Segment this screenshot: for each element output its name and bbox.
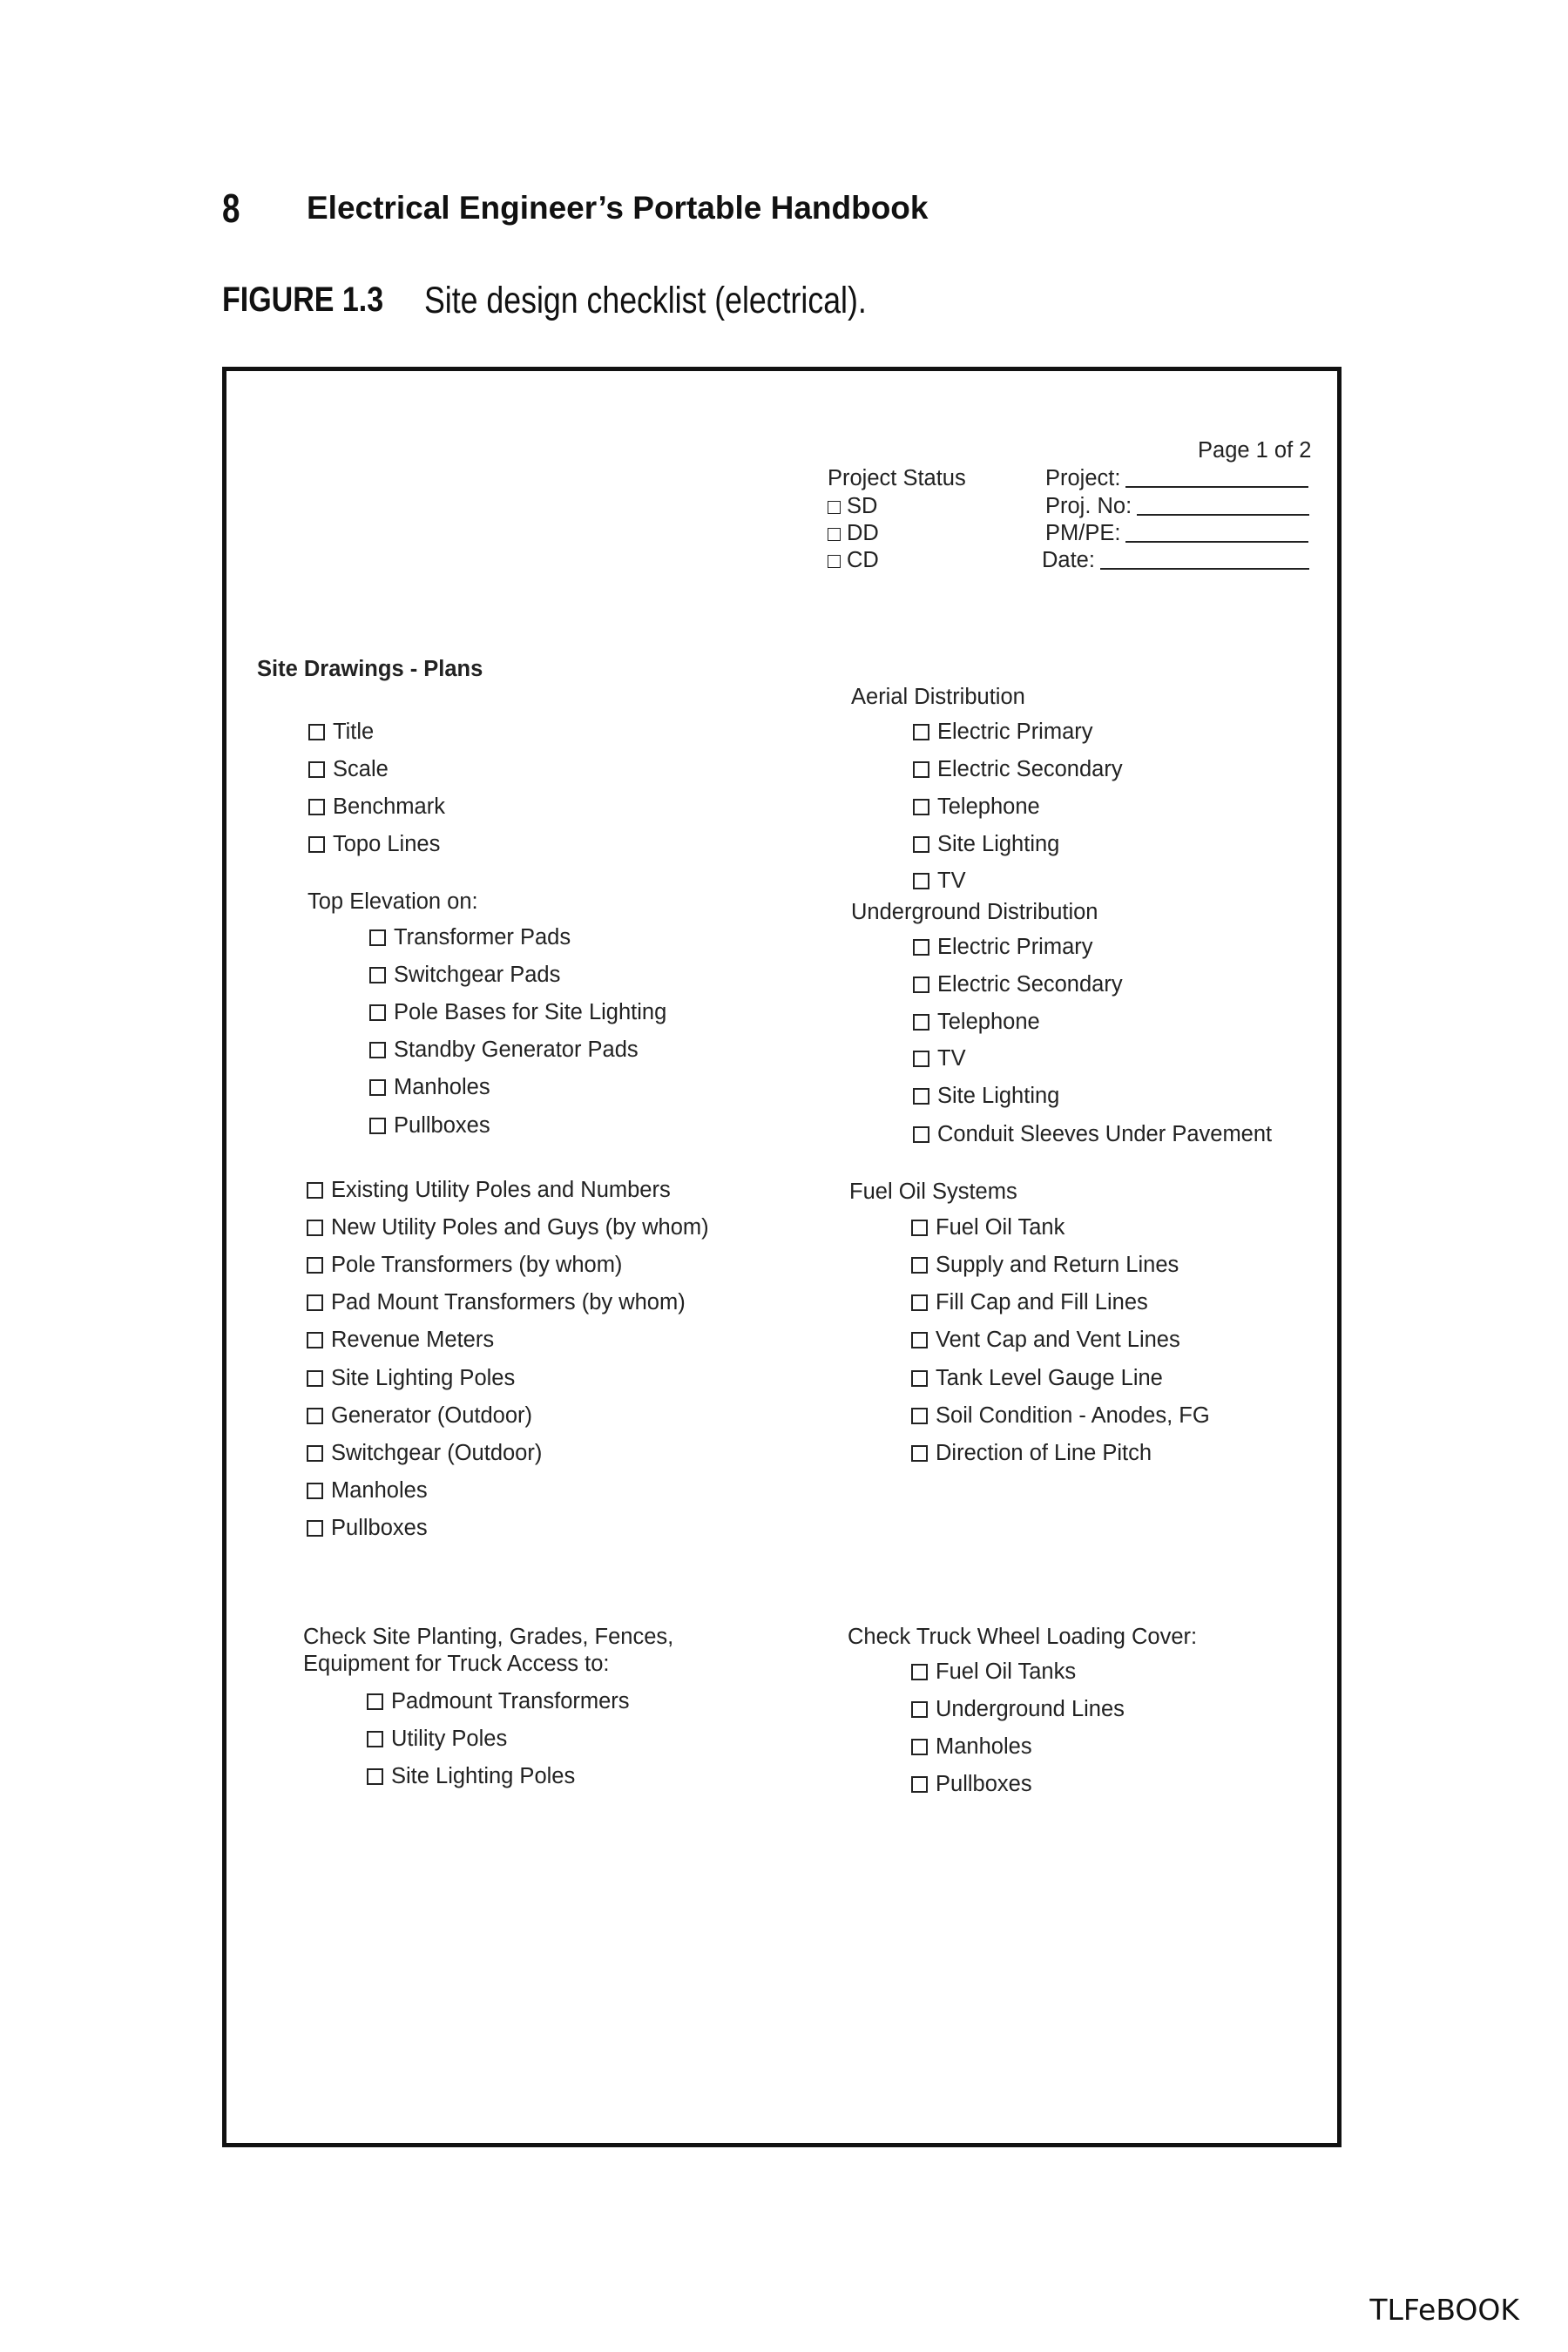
access-label-line1: Check Site Planting, Grades, Fences, (303, 1625, 674, 1649)
checklist-item[interactable]: TV (913, 1046, 966, 1071)
watermark-text: TLFeBOOK (1369, 2293, 1519, 2327)
field-pm-pe[interactable]: PM/PE: (1045, 521, 1308, 546)
checkbox-icon[interactable] (913, 1126, 929, 1143)
checklist-item[interactable]: Pole Transformers (by whom) (307, 1253, 622, 1278)
checkbox-icon[interactable] (911, 1294, 928, 1311)
checkbox-icon[interactable] (307, 1257, 323, 1274)
checklist-item[interactable]: Benchmark (308, 794, 445, 820)
underground-label: Underground Distribution (851, 900, 1098, 924)
checklist-item[interactable]: TV (913, 868, 966, 894)
checkbox-icon[interactable] (307, 1370, 323, 1387)
truck-wheel-label: Check Truck Wheel Loading Cover: (848, 1625, 1198, 1649)
checklist-item[interactable]: Switchgear Pads (369, 963, 560, 988)
checklist-item[interactable]: Conduit Sleeves Under Pavement (913, 1122, 1272, 1147)
checklist-item[interactable]: Manholes (369, 1075, 490, 1100)
checklist-item[interactable]: Telephone (913, 1010, 1040, 1035)
checklist-item[interactable]: Fuel Oil Tank (911, 1215, 1064, 1240)
checklist-item[interactable]: Existing Utility Poles and Numbers (307, 1178, 671, 1203)
checklist-item[interactable]: Manholes (307, 1478, 428, 1504)
access-label-line2: Equipment for Truck Access to: (303, 1652, 610, 1676)
checkbox-icon[interactable] (911, 1445, 928, 1462)
checkbox-icon[interactable] (307, 1332, 323, 1348)
checklist-item[interactable]: Pullboxes (911, 1772, 1032, 1797)
checkbox-icon[interactable] (369, 1004, 386, 1021)
figure-caption: Site design checklist (electrical). (424, 280, 867, 321)
checkbox-icon[interactable] (307, 1483, 323, 1499)
checklist-item[interactable]: Underground Lines (911, 1697, 1125, 1722)
checklist-item[interactable]: Pole Bases for Site Lighting (369, 1000, 666, 1025)
status-option-cd[interactable]: CD (828, 548, 879, 573)
checklist-item[interactable]: Tank Level Gauge Line (911, 1366, 1163, 1391)
checklist-item[interactable]: Topo Lines (308, 832, 440, 857)
checkbox-icon[interactable] (307, 1294, 323, 1311)
checkbox-icon[interactable] (307, 1445, 323, 1462)
checklist-item[interactable]: Transformer Pads (369, 925, 571, 950)
date-input-line[interactable] (1100, 568, 1309, 570)
checklist-item[interactable]: Standby Generator Pads (369, 1037, 639, 1063)
checkbox-icon[interactable] (913, 1088, 929, 1105)
checklist-item[interactable]: New Utility Poles and Guys (by whom) (307, 1215, 709, 1240)
checkbox-icon[interactable] (913, 873, 929, 889)
checkbox-icon[interactable] (307, 1182, 323, 1199)
checklist-item[interactable]: Electric Primary (913, 720, 1093, 745)
figure-label: FIGURE 1.3 (222, 280, 384, 319)
project-input-line[interactable] (1125, 486, 1308, 488)
checklist-item[interactable]: Switchgear (Outdoor) (307, 1441, 542, 1466)
checkbox-icon[interactable] (369, 929, 386, 946)
checklist-item[interactable]: Title (308, 720, 374, 745)
checklist-item[interactable]: Utility Poles (367, 1727, 507, 1752)
checkbox-icon[interactable] (913, 939, 929, 956)
checklist-item[interactable]: Electric Secondary (913, 757, 1123, 782)
checkbox-icon[interactable] (367, 1693, 383, 1710)
checkbox-icon[interactable] (369, 1079, 386, 1096)
checkbox-icon[interactable] (911, 1332, 928, 1348)
checkbox-icon[interactable] (307, 1220, 323, 1236)
checklist-item[interactable]: Revenue Meters (307, 1328, 494, 1353)
top-elevation-label: Top Elevation on: (308, 889, 478, 914)
checklist-item[interactable]: Fill Cap and Fill Lines (911, 1290, 1148, 1315)
checkbox-icon[interactable] (308, 799, 325, 815)
field-project[interactable]: Project: (1045, 466, 1308, 491)
checkbox-icon[interactable] (913, 1014, 929, 1031)
checkbox-icon[interactable] (369, 967, 386, 983)
checkbox-icon[interactable] (308, 836, 325, 853)
checkbox-icon[interactable] (911, 1739, 928, 1755)
checkbox-icon[interactable] (369, 1042, 386, 1058)
checkbox-icon[interactable] (913, 1051, 929, 1067)
checklist-item[interactable]: Padmount Transformers (367, 1689, 630, 1714)
checklist-item[interactable]: Site Lighting (913, 1084, 1059, 1109)
project-status-label: Project Status (828, 466, 966, 490)
pm-pe-input-line[interactable] (1125, 541, 1308, 543)
checklist-item[interactable]: Site Lighting (913, 832, 1059, 857)
checklist-item[interactable]: Direction of Line Pitch (911, 1441, 1152, 1466)
checklist-item[interactable]: Fuel Oil Tanks (911, 1659, 1076, 1685)
page-number: 8 (222, 186, 240, 231)
checkbox-icon[interactable] (369, 1118, 386, 1134)
fuel-oil-label: Fuel Oil Systems (849, 1179, 1017, 1204)
checklist-item[interactable]: Manholes (911, 1734, 1032, 1760)
checkbox-icon[interactable] (308, 761, 325, 778)
checkbox-icon[interactable] (828, 501, 841, 514)
checkbox-icon[interactable] (911, 1408, 928, 1424)
checkbox-icon[interactable] (911, 1220, 928, 1236)
checkbox-icon[interactable] (367, 1731, 383, 1747)
checklist-item[interactable]: Site Lighting Poles (307, 1366, 515, 1391)
checkbox-icon[interactable] (913, 799, 929, 815)
proj-no-input-line[interactable] (1137, 514, 1309, 516)
checklist-item[interactable]: Electric Secondary (913, 972, 1123, 997)
checklist-item[interactable]: Vent Cap and Vent Lines (911, 1328, 1180, 1353)
checklist-item[interactable]: Scale (308, 757, 389, 782)
status-option-sd[interactable]: SD (828, 494, 877, 519)
checkbox-icon[interactable] (911, 1664, 928, 1680)
section-title: Site Drawings - Plans (257, 657, 483, 681)
checkbox-icon[interactable] (913, 836, 929, 853)
checkbox-icon[interactable] (911, 1257, 928, 1274)
aerial-label: Aerial Distribution (851, 685, 1025, 709)
checkbox-icon[interactable] (911, 1701, 928, 1718)
checkbox-icon[interactable] (367, 1768, 383, 1785)
checkbox-icon[interactable] (307, 1520, 323, 1537)
field-proj-no[interactable]: Proj. No: (1045, 494, 1309, 519)
page-info: Page 1 of 2 (1198, 438, 1312, 463)
checkbox-icon[interactable] (828, 555, 841, 568)
checklist-item[interactable]: Site Lighting Poles (367, 1764, 575, 1789)
checklist-item[interactable]: Telephone (913, 794, 1040, 820)
checkbox-icon[interactable] (911, 1776, 928, 1793)
checkbox-icon[interactable] (913, 977, 929, 993)
checklist-item[interactable]: Supply and Return Lines (911, 1253, 1179, 1278)
checklist-item[interactable]: Electric Primary (913, 935, 1093, 960)
checkbox-icon[interactable] (913, 724, 929, 740)
checklist-item[interactable]: Pullboxes (369, 1113, 490, 1139)
checkbox-icon[interactable] (308, 724, 325, 740)
book-title: Electrical Engineer’s Portable Handbook (307, 190, 929, 226)
checklist-item[interactable]: Soil Condition - Anodes, FG (911, 1403, 1210, 1429)
checkbox-icon[interactable] (828, 528, 841, 541)
checkbox-icon[interactable] (307, 1408, 323, 1424)
checklist-item[interactable]: Pad Mount Transformers (by whom) (307, 1290, 686, 1315)
checkbox-icon[interactable] (913, 761, 929, 778)
checkbox-icon[interactable] (911, 1370, 928, 1387)
status-option-dd[interactable]: DD (828, 521, 879, 546)
checklist-item[interactable]: Generator (Outdoor) (307, 1403, 532, 1429)
checklist-item[interactable]: Pullboxes (307, 1516, 428, 1541)
field-date[interactable]: Date: (1042, 548, 1309, 573)
